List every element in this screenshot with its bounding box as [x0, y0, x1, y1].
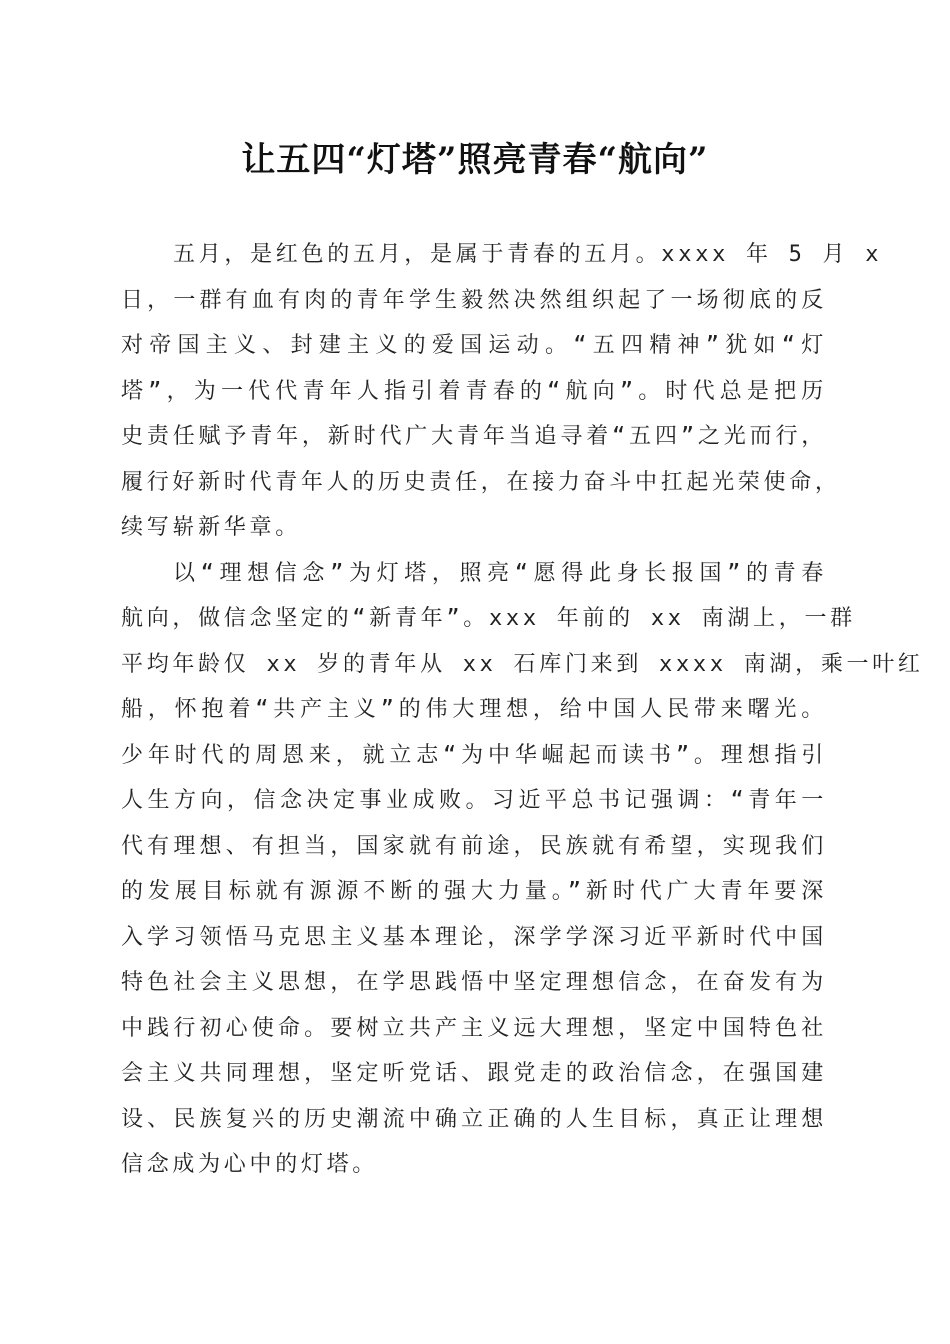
paragraph-line: 五月，是红色的五月，是属于青春的五月。xxxx 年 5 月 x [173, 242, 883, 267]
paragraph-line: 船，怀抱着“共产主义”的伟大理想，给中国人民带来曙光。 [121, 697, 827, 722]
paragraph-line: 续写崭新华章。 [121, 515, 301, 540]
paragraph-line: 履行好新时代青年人的历史责任，在接力奋斗中扛起光荣使命， [121, 469, 841, 495]
paragraph-1 [121, 232, 883, 551]
paragraph-line: 平均年龄仅 xx 岁的青年从 xx 石库门来到 xxxx 南湖，乘一叶红 [121, 651, 924, 677]
paragraph-line: 对帝国主义、封建主义的爱国运动。“五四精神”犹如“灯 [121, 333, 827, 358]
paragraph-line: 设、民族复兴的历史潮流中确立正确的人生目标，真正让理想 [121, 1106, 827, 1132]
paragraph-line: 入学习领悟马克思主义基本理论，深学学深习近平新时代中国 [121, 924, 827, 950]
document-body [121, 232, 924, 1188]
paragraph-line: 人生方向，信念决定事业成败。习近平总书记强调：“青年一 [121, 788, 827, 813]
document-title: 让五四“灯塔”照亮青春“航向” [241, 140, 709, 180]
paragraph-2 [121, 551, 924, 1188]
paragraph-line: 会主义共同理想，坚定听党话、跟党走的政治信念，在强国建 [121, 1061, 827, 1086]
paragraph-line: 史责任赋予青年，新时代广大青年当追寻着“五四”之光而行， [121, 424, 827, 449]
paragraph-line: 的发展目标就有源源不断的强大力量。”新时代广大青年要深 [121, 879, 827, 904]
paragraph-line: 塔”，为一代代青年人指引着青春的“航向”。时代总是把历 [121, 378, 827, 404]
paragraph-line: 日，一群有血有肉的青年学生毅然决然组织起了一场彻底的反 [121, 287, 827, 313]
paragraph-line: 特色社会主义思想，在学思践悟中坚定理想信念，在奋发有为 [121, 970, 827, 995]
paragraph-line: 少年时代的周恩来，就立志“为中华崛起而读书”。理想指引 [121, 742, 827, 768]
paragraph-line: 航向，做信念坚定的“新青年”。xxx 年前的 xx 南湖上，一群 [121, 606, 856, 631]
paragraph-line: 以“理想信念”为灯塔，照亮“愿得此身长报国”的青春 [173, 560, 827, 586]
paragraph-line: 代有理想、有担当，国家就有前途，民族就有希望，实现我们 [121, 833, 827, 859]
paragraph-line: 中践行初心使命。要树立共产主义远大理想，坚定中国特色社 [121, 1015, 827, 1041]
paragraph-line: 信念成为心中的灯塔。 [121, 1152, 379, 1177]
